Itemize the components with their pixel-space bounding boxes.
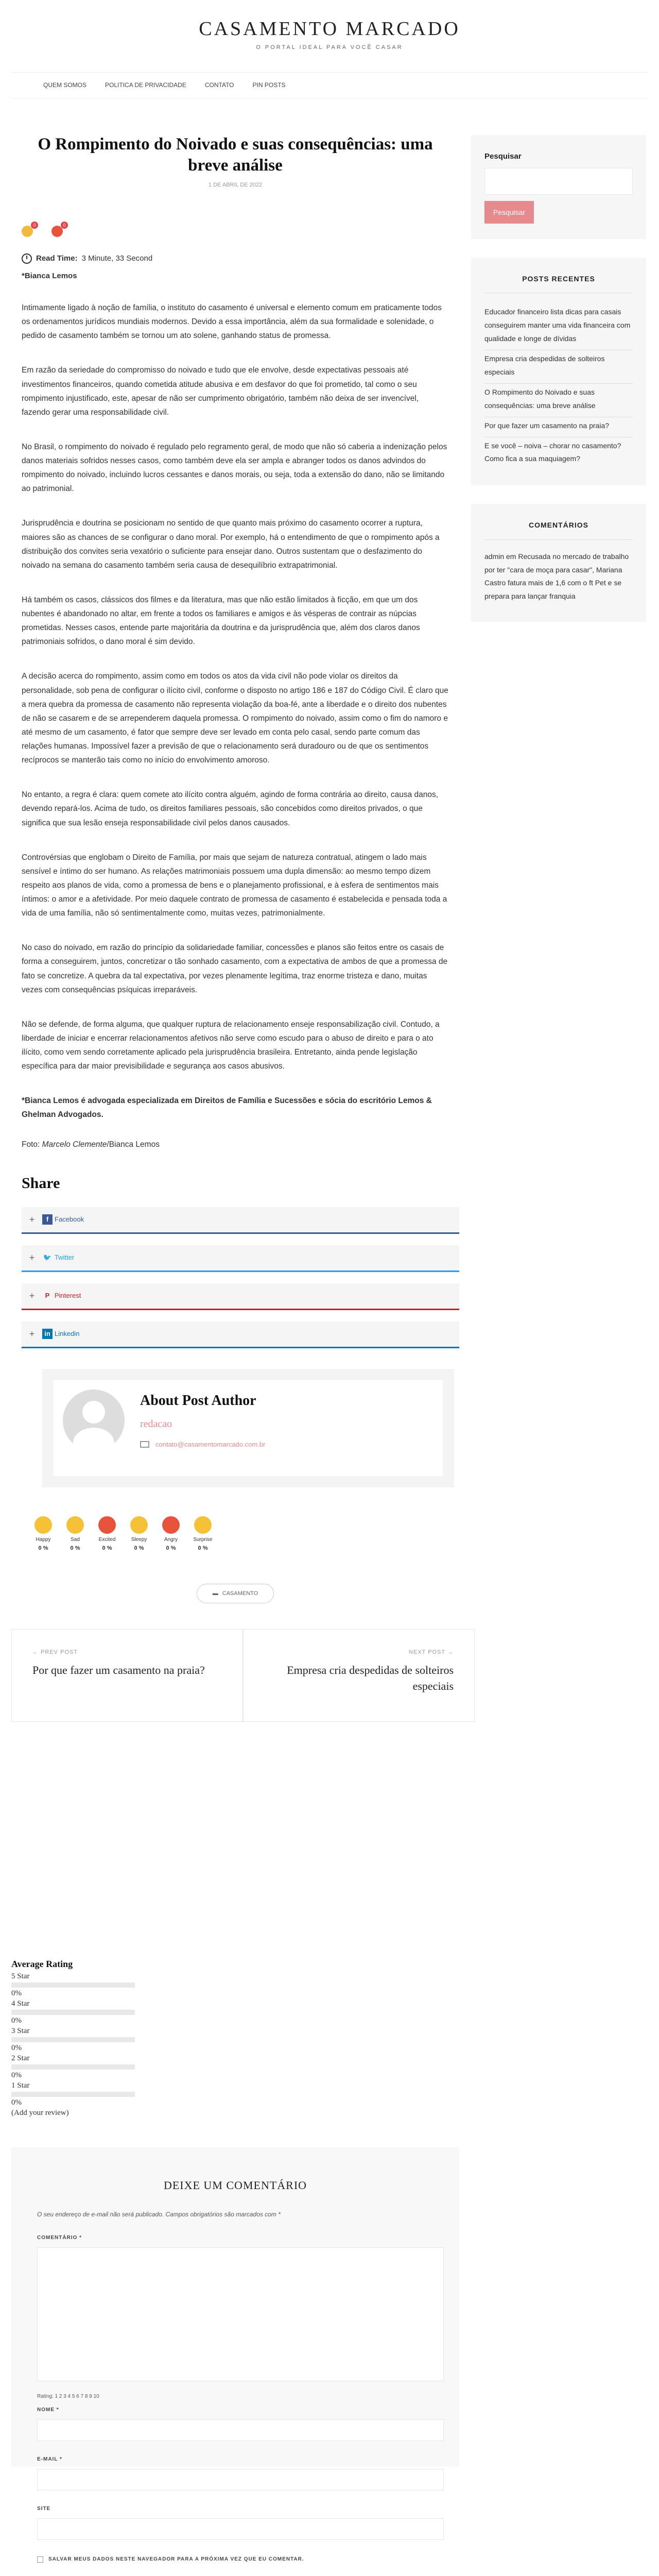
recent-post-link[interactable]: Educador financeiro lista dicas para casais conseguirem manter uma vida financeira com qualidade e longe de dívidas <box>484 303 633 350</box>
comment-textarea[interactable] <box>37 2247 444 2381</box>
paragraph: Não se defende, de forma alguma, que qualquer ruptura de relacionamento enseje responsabilização civil. Contudo, a liberdade de iniciar e encerrar relacionamentos afetivos não serve como escudo para o abuso de direito e para o ato ilícito, como vem sendo corretamente aplicado pela jurisprudência brasileira. Entretanto, ainda pende legislação específica para dar maior previsibilidade e segurança aos casos abusivos. <box>22 1020 440 1071</box>
main-nav <box>11 72 648 99</box>
category-tag[interactable] <box>197 1584 274 1603</box>
reaction-name: Surprise <box>193 1536 213 1543</box>
rating-row <box>11 1999 166 2026</box>
share-facebook[interactable] <box>22 1207 459 1234</box>
reaction-pct: 0 % <box>70 1545 80 1551</box>
mail-icon <box>140 1441 149 1448</box>
comment-label: COMENTÁRIO * <box>37 2235 82 2241</box>
plus-icon: + <box>29 1214 35 1225</box>
paragraph: No Brasil, o rompimento do noivado é regulado pelo regramento geral, de modo que não só caberia a indenização pelos danos materiais sofridos nesses casos, como também deve ela ser ampla e abranger todos os danos advindos do rompimento do noivado, incluindo lucros cessantes e danos morais, ou seja, toda a extensão do dano, não se limitando ao patrimonial. <box>22 442 447 494</box>
author-line: *Bianca Lemos <box>22 272 77 281</box>
rating-bar <box>11 2010 135 2015</box>
photo-credit <box>22 1138 449 1151</box>
category-label: CASAMENTO <box>222 1590 258 1597</box>
sleepy-icon <box>130 1516 148 1534</box>
read-time-value: 3 Minute, 33 Second <box>81 254 153 263</box>
paragraph: A decisão acerca do rompimento, assim como em todos os atos da vida civil não pode violar os direitos da personalidade, sob pena de configurar o ilícito civil, conforme o disposto no artigo 186 e 187 do Código Civil. É claro que a mera quebra da promessa de casamento não representa violação da boa-fé, ante a liberdade e o direito dos nubentes de não se casarem e de se arrependerem daquela promessa. O rompimento do noivado, assim como o fim do namoro e até mesmo de um casamento, é fator que sempre deve ser levado em conta pelo casal, sendo parte comum das relações humanas. Impossível fazer a previsão de que o relacionamento será duradouro ou de que os sentimentos recíprocos se manterão tais como no início do envolvimento amoroso. <box>22 672 448 765</box>
rating-pct: 0% <box>11 1989 22 1998</box>
share-pinterest[interactable] <box>22 1283 459 1310</box>
surprise-icon <box>194 1516 212 1534</box>
sidebar <box>471 135 646 640</box>
paragraph: Intimamente ligado à noção de família, o instituto do casamento é universal e elemento comum em praticamente todos os ordenamentos jurídicos mundiais modernos. Devido a essa importância, além da sua formalidade e solenidade, o pedido de casamento também se tornou um ato solene, ganhando status de promessa. <box>22 303 442 341</box>
plus-icon: + <box>29 1328 35 1339</box>
next-post-title: Empresa cria despedidas de solteiros especiais <box>287 1663 454 1692</box>
rating-row <box>11 1972 166 1999</box>
recent-post-link[interactable]: E se você – noiva – chorar no casamento? Como fica a sua maquiagem? <box>484 441 621 463</box>
recent-comment[interactable]: admin em Recusada no mercado de trabalho por ter "cara de moça para casar", Mariana Castro fatura mais de 1,6 com o ft Pet e se prepara para lançar franquia <box>484 552 629 601</box>
reaction-name: Sad <box>71 1536 80 1543</box>
linkedin-icon: in <box>42 1329 53 1339</box>
read-time-label: Read Time: <box>36 254 78 263</box>
reaction-name: Happy <box>36 1536 51 1543</box>
rating-label: 4 Star <box>11 1999 30 2008</box>
share-title: Share <box>22 1174 60 1192</box>
paragraph: No caso do noivado, em razão do princípio da solidariedade familiar, concessões e planos são feitos entre os casais de forma a conseguirem, juntos, concretizar o tão sonhado casamento, com a expectativa de ambos de que a promessa de fato se concretize. A quebra da tal expectativa, por vezes plenamente legítima, traz enorme tristeza e dano, muitas vezes com consequências psíquicas irreparáveis. <box>22 943 448 994</box>
rating-pct: 0% <box>11 2016 22 2025</box>
rating-bar <box>11 2092 135 2097</box>
plus-icon: + <box>29 1252 35 1263</box>
author-name[interactable]: redacao <box>140 1418 172 1430</box>
happy-icon <box>34 1516 52 1534</box>
avatar <box>63 1389 125 1451</box>
name-label: NOME * <box>37 2407 59 2413</box>
reaction-happy[interactable] <box>32 1516 55 1553</box>
reaction-count: 0 <box>31 222 38 229</box>
search-label: Pesquisar <box>484 152 522 161</box>
rating-pct: 0% <box>11 2098 22 2107</box>
reaction-pct: 0 % <box>102 1545 112 1551</box>
reaction-count: 0 <box>61 222 68 229</box>
cookie-consent <box>37 2555 433 2564</box>
reaction-pct: 0 % <box>198 1545 208 1551</box>
post-body <box>22 301 449 1151</box>
pinterest-icon: P <box>45 1292 50 1300</box>
site-title[interactable]: CASAMENTO MARCADO <box>199 18 460 40</box>
paragraph: No entanto, a regra é clara: quem comete ato ilícito contra alguém, agindo de forma contrária ao direito, causa danos, devendo repará-los. Acima de tudo, os direitos familiares pessoais, são concebidos como direitos privados, o que significa que sua lesão enseja responsabilidade civil pelos danos causados. <box>22 790 439 827</box>
share-label: Facebook <box>55 1215 84 1223</box>
recent-post-link[interactable]: Empresa cria despedidas de solteiros especiais <box>484 350 633 384</box>
rating-title: Average Rating <box>11 1959 73 1969</box>
photo-credit-rest: /Bianca Lemos <box>107 1140 160 1149</box>
comment-form <box>11 2147 459 2563</box>
search-input[interactable] <box>484 168 633 195</box>
reaction-name: Sleepy <box>131 1536 147 1543</box>
folder-icon: ▬ <box>212 1590 218 1597</box>
rating-row <box>11 2026 166 2054</box>
site-label: SITE <box>37 2506 51 2512</box>
photo-credit-label: Foto: <box>22 1140 42 1149</box>
about-title: About Post Author <box>140 1392 256 1409</box>
rating-row <box>11 2081 166 2108</box>
rating-row <box>11 2054 166 2081</box>
share-label: Twitter <box>55 1253 75 1261</box>
site-field[interactable] <box>37 2518 444 2540</box>
paragraph: Jurisprudência e doutrina se posicionam no sentido de que quanto mais próximo do casamento ocorrer a ruptura, maiores são as chances de se configurar o dano moral. Por exemplo, há o entendimento de que o rompimento após a distribuição dos convites seria vexatório o suficiente para ensejar dano. Outros sustentam que o desfazimento do noivado na semana do casamento também seria causa de desequilíbrio extrapatrimonial. <box>22 519 440 570</box>
rating-label: 2 Star <box>11 2054 30 2062</box>
prev-post-label: ← PREV POST <box>32 1649 78 1656</box>
paragraph: Controvérsias que englobam o Direito de Família, por mais que sejam de natureza contratual, atingem o lado mais sensível e íntimo do ser humano. As relações matrimoniais possuem uma dupla dimensão: ao mesmo tempo dizem respeito aos planos de vida, como a promessa de bens e o planejamento profissional, e à esfera de sentimentos mais íntimos: o amor e a afetividade. Por meio daquele contrato de promessa de casamento é estabelecida e pensada toda a vida de uma família, não só sentimentalmente como, muitas vezes, patrimonialmente. <box>22 853 447 918</box>
prev-post-link[interactable] <box>11 1629 243 1722</box>
recent-posts-title: POSTS RECENTES <box>484 273 633 293</box>
post-content <box>11 114 459 1722</box>
nav-item-contato[interactable]: CONTATO <box>204 81 234 89</box>
next-post-label: NEXT POST → <box>408 1649 454 1656</box>
rating-label: 1 Star <box>11 2081 30 2090</box>
nav-item-pin-posts[interactable]: PIN POSTS <box>252 81 286 89</box>
comments-widget <box>471 504 646 622</box>
rating-pct: 0% <box>11 2071 22 2080</box>
share-label: Pinterest <box>55 1291 81 1299</box>
search-button[interactable]: Pesquisar <box>484 201 534 224</box>
comment-note: O seu endereço de e-mail não será publicado. Campos obrigatórios são marcados com * <box>37 2211 281 2218</box>
site-header <box>0 0 659 72</box>
plus-icon: + <box>29 1290 35 1301</box>
author-bio: *Bianca Lemos é advogada especializada em Direitos de Família e Sucessões e sócia do escritório Lemos & Ghelman Advogados. <box>22 1096 432 1120</box>
reaction-badge-icon[interactable] <box>51 223 66 237</box>
share-linkedin[interactable] <box>22 1321 459 1348</box>
rating-select[interactable]: Rating: 1 2 3 4 5 6 7 8 9 10 <box>37 2394 99 2400</box>
reaction-pct: 0 % <box>38 1545 48 1551</box>
site-description: O PORTAL IDEAL PARA VOCÊ CASAR <box>256 44 403 50</box>
rating-bar <box>11 1982 135 1988</box>
email-label: E-MAIL * <box>37 2456 62 2463</box>
rating-bar <box>11 2037 135 2042</box>
comments-title: COMENTÁRIOS <box>484 519 633 539</box>
add-review-link[interactable]: (Add your review) <box>11 2108 69 2117</box>
post-date: 1 DE ABRIL DE 2022 <box>208 181 263 188</box>
post-title: O Rompimento do Noivado e suas consequências: uma breve análise <box>38 135 433 175</box>
read-time <box>22 252 459 265</box>
twitter-icon: 🐦 <box>43 1253 52 1262</box>
recent-posts-widget <box>471 258 646 485</box>
photo-credit-value: Marcelo Clemente <box>42 1140 107 1149</box>
rating-bar <box>11 2064 135 2070</box>
rating-label: 3 Star <box>11 2026 30 2035</box>
reaction-sad[interactable] <box>64 1516 86 1553</box>
facebook-icon: f <box>42 1214 53 1225</box>
post-navigation <box>11 1629 475 1722</box>
reaction-name: Angry <box>164 1536 178 1543</box>
reaction-sleepy[interactable] <box>128 1516 150 1553</box>
cookie-checkbox[interactable] <box>37 2556 43 2563</box>
reaction-badge-icon[interactable] <box>22 223 36 237</box>
reaction-pct: 0 % <box>166 1545 176 1551</box>
cookie-label: SALVAR MEUS DADOS NESTE NAVEGADOR PARA A PRÓXIMA VEZ QUE EU COMENTAR. <box>48 2556 304 2563</box>
reaction-excited[interactable] <box>96 1516 118 1553</box>
recent-post-link[interactable]: Por que fazer um casamento na praia? <box>484 417 633 437</box>
sad-icon <box>66 1516 84 1534</box>
comment-title: DEIXE UM COMENTÁRIO <box>163 2179 307 2192</box>
email-field[interactable] <box>37 2469 444 2490</box>
paragraph: Em razão da seriedade do compromisso do noivado e tudo que ele envolve, desde expectativas pessoais até investimentos financeiros, quando cometida atitude abusiva e em desfavor do que foi prometido, tal como o seu rompimento injustificado, este, apesar de não ser cumprimento obrigatório, também não deixa de ser invencível, fazendo gerar uma responsabilidade civil. <box>22 366 419 417</box>
reaction-angry[interactable] <box>160 1516 182 1553</box>
rating-pct: 0% <box>11 2044 22 2053</box>
author-email[interactable]: contato@casamentomarcado.com.br <box>155 1440 266 1448</box>
angry-icon <box>162 1516 180 1534</box>
search-widget <box>471 135 646 239</box>
top-reactions <box>22 223 459 237</box>
clock-icon <box>22 253 32 264</box>
nav-item-politica[interactable]: POLITICA DE PRIVACIDADE <box>105 81 186 89</box>
share-label: Linkedin <box>55 1329 80 1337</box>
rating-label: 5 Star <box>11 1972 30 1980</box>
share-twitter[interactable] <box>22 1245 459 1272</box>
reaction-name: Excited <box>98 1536 116 1543</box>
prev-post-title: Por que fazer um casamento na praia? <box>32 1663 205 1676</box>
paragraph: Há também os casos, clássicos dos filmes e da literatura, mas que não estão limitados à ficção, em que um dos nubentes é abandonado no altar, em frente a todos os familiares e amigos e às vésperas de contrair as núpcias prometidas. Nesses casos, entende parte majoritária da doutrina e da jurisprudência que, além dos claros danos patrimoniais sofridos, o dano moral é sim devido. <box>22 595 420 647</box>
excited-icon <box>98 1516 116 1534</box>
recent-post-link[interactable]: O Rompimento do Noivado e suas consequências: uma breve análise <box>484 384 633 417</box>
reactions <box>32 1516 459 1553</box>
average-rating <box>11 1957 166 2118</box>
about-author <box>42 1369 454 1487</box>
nav-item-quem-somos[interactable]: QUEM SOMOS <box>43 81 87 89</box>
reaction-surprise[interactable] <box>192 1516 214 1553</box>
name-field[interactable] <box>37 2419 444 2441</box>
reaction-pct: 0 % <box>134 1545 144 1551</box>
next-post-link[interactable] <box>243 1629 475 1722</box>
